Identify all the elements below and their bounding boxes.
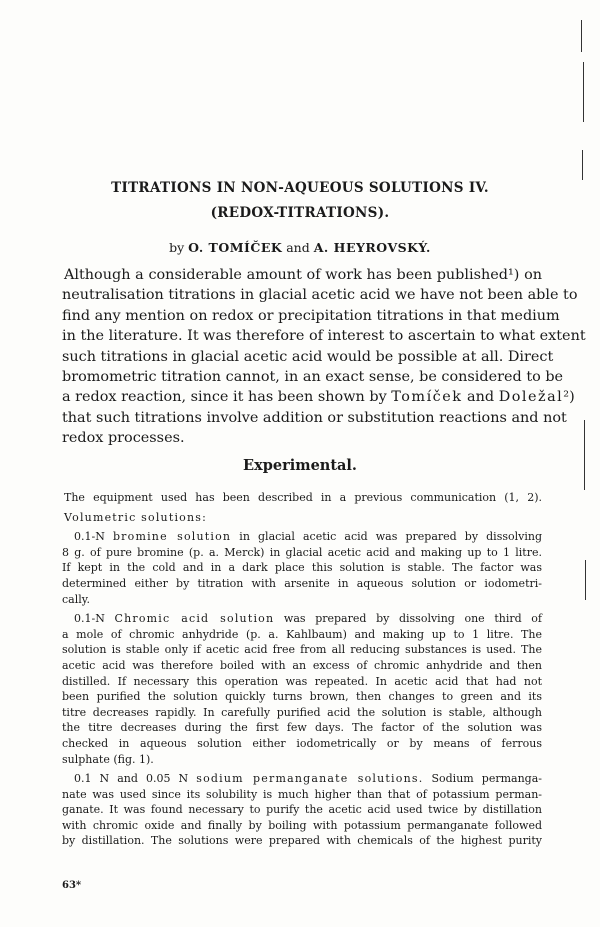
- permanganate-line: with chromic oxide and finally by boiling with potassium permanganate followed: [62, 818, 542, 832]
- intro-line: redox processes.: [62, 430, 185, 447]
- bromine-line: 8 g. of pure bromine (p. a. Merck) in glacial acetic acid and making up to 1 litre.: [62, 545, 542, 559]
- permanganate-line: ganate. It was found necessary to purify the acetic acid used twice by distillation: [62, 803, 542, 817]
- chromic-line: sulphate (fig. 1).: [62, 752, 154, 766]
- title-line-2: (REDOX-TITRATIONS).: [210, 205, 390, 221]
- permanganate-normality: 0.1 N and 0.05 N: [74, 772, 197, 786]
- chromic-line: acetic acid was therefore boiled with an excess of chromic anhydride and then: [62, 658, 542, 672]
- bromine-normality: 0.1-N: [74, 530, 113, 544]
- bromine-line1-rest: in glacial acetic acid was prepared by dissolving: [231, 530, 542, 544]
- intro-line: that such titrations involve addition or substitution reactions and not: [62, 409, 567, 426]
- chromic-line1-rest: was prepared by dissolving one third of: [274, 612, 542, 626]
- section-heading: Experimental.: [243, 457, 357, 474]
- intro-line7-pre: a redox reaction, since it has been shown by: [62, 389, 392, 406]
- chromic-line: checked in aqueous solution either iodometrically or by means of ferrous: [62, 736, 542, 750]
- author-1: O. TOMÍČEK: [188, 240, 283, 255]
- chromic-line: the titre decreases during the first few days. The factor of the solution was: [62, 721, 542, 735]
- chromic-term: Chromic acid solution: [114, 612, 275, 626]
- bromine-line: If kept in the cold and in a dark place this solution is stable. The factor was: [62, 561, 542, 575]
- chromic-line: titre decreases rapidly. In carefully purified acid the solution is stable, although: [62, 705, 542, 719]
- chromic-line: a mole of chromic anhydride (p. a. Kahlbaum) and making up to 1 litre. The: [62, 627, 542, 641]
- chromic-normality: 0.1-N: [74, 612, 115, 626]
- intro-line7-and: and: [462, 389, 499, 406]
- bromine-first-line: [62, 529, 542, 545]
- intro-line: Although a considerable amount of work has been published¹) on: [64, 267, 542, 283]
- permanganate-line: nate was used since its solubility is much higher than that of potassium perman-: [62, 787, 542, 801]
- intro-line: neutralisation titrations in glacial acetic acid we have not been able to: [62, 287, 578, 304]
- cited-author-1: Tomíček: [391, 389, 463, 406]
- intro-line7-ref: ²): [563, 389, 575, 406]
- volumetric-label: Volumetric solutions:: [64, 510, 208, 524]
- byline-and: and: [286, 240, 310, 255]
- byline: [60, 240, 540, 255]
- experimental-body: [62, 490, 542, 849]
- intro-line: find any mention on redox or precipitation titrations in that medium: [62, 307, 560, 324]
- intro-line: [62, 387, 575, 407]
- margin-rule: [584, 420, 585, 490]
- page-number: 63*: [62, 880, 82, 891]
- margin-rule: [581, 20, 582, 52]
- permanganate-first-line: [62, 771, 542, 787]
- cited-author-2: Doležal: [498, 389, 564, 406]
- bromine-line: cally.: [62, 592, 91, 606]
- bromine-line: determined either by titration with arsenite in aqueous solution or iodometri-: [62, 576, 542, 590]
- intro-line: bromometric titration cannot, in an exact sense, be considered to be: [62, 369, 564, 386]
- equipment-line: The equipment used has been described in a previous communication (1, 2).: [64, 491, 542, 504]
- intro-line: in the literature. It was therefore of interest to ascertain to what extent: [62, 328, 586, 345]
- margin-rule: [582, 150, 583, 180]
- permanganate-line: by distillation. The solutions were prepared with chemicals of the highest purity: [62, 834, 542, 848]
- permanganate-term: sodium permanganate solutions.: [196, 772, 424, 786]
- intro-paragraph: [62, 265, 586, 449]
- chromic-first-line: [62, 611, 542, 627]
- margin-rule: [583, 62, 584, 122]
- title-line-1: TITRATIONS IN NON-AQUEOUS SOLUTIONS IV.: [111, 180, 489, 196]
- chromic-line: been purified the solution quickly turns brown, then changes to green and its: [62, 690, 542, 704]
- intro-line: such titrations in glacial acetic acid would be possible at all. Direct: [62, 348, 554, 365]
- byline-by: by: [169, 240, 185, 255]
- chromic-line: distilled. If necessary this operation was repeated. In acetic acid that had not: [62, 674, 542, 688]
- permanganate-line1-rest: Sodium permanga-: [423, 772, 542, 786]
- margin-rule: [585, 560, 586, 600]
- author-2: A. HEYROVSKÝ.: [313, 240, 431, 255]
- bromine-term: bromine solution: [112, 530, 232, 544]
- chromic-line: solution is stable only if acetic acid free from all reducing substances is used. The: [62, 643, 542, 657]
